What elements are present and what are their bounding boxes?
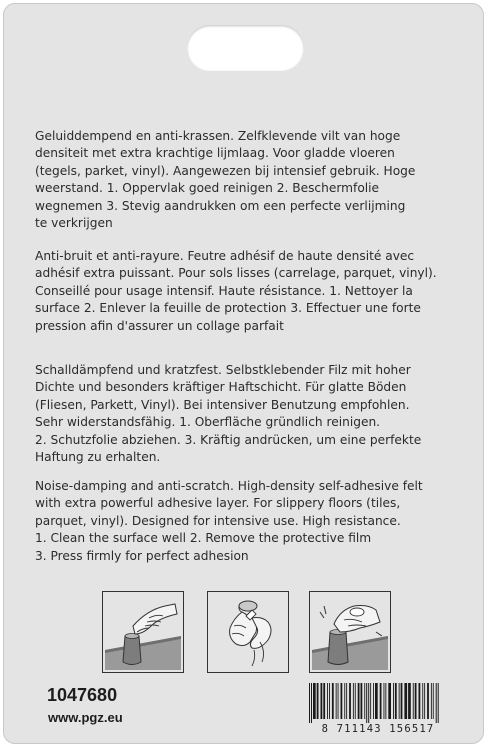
hang-hole (187, 25, 304, 71)
line: Haftung zu erhalten. (35, 450, 161, 465)
barcode-bar (438, 683, 439, 723)
barcode-bar (321, 683, 323, 719)
line: 3. Press firmly for perfect adhesion (35, 548, 249, 563)
barcode-bar (399, 683, 400, 719)
line: with extra powerful adhesive layer. For slippery floors (tiles, (35, 496, 401, 511)
barcode-bar (408, 683, 411, 719)
line: adhésif extra puissant. Pour sols lisses (carrelage, parquet, vinyl). (35, 266, 437, 281)
barcode-bar (415, 683, 417, 719)
line: Noise-damping and anti-scratch. High-density self-adhesive felt (35, 479, 423, 493)
barcode-bar (401, 683, 403, 719)
barcode-bar (353, 683, 354, 719)
line: te verkrijgen (35, 216, 113, 231)
peel-film-icon (207, 591, 289, 673)
barcode-bar (427, 683, 429, 719)
text-english (35, 478, 450, 565)
line: surface 2. Enlever la feuille de protection 3. Effectuer une forte (35, 301, 421, 316)
barcode-bar (431, 683, 432, 719)
website-link[interactable]: www.pgz.eu (48, 710, 123, 725)
barcode-bar (395, 683, 397, 719)
line: parquet, vinyl). Designed for intensive use. High resistance. (35, 513, 401, 528)
line: Conseillé pour usage intensif. Haute résistance. 1. Nettoyer la (35, 283, 413, 298)
packaging-card (3, 3, 484, 744)
text-dutch (35, 128, 450, 232)
barcode-bar (436, 683, 437, 723)
press-firmly-icon (309, 591, 391, 673)
barcode-bar (317, 683, 319, 719)
line: Schalldämpfend und kratzfest. Selbstklebender Filz mit hoher (35, 363, 411, 377)
barcode-bar (393, 683, 394, 719)
line: wegnemen 3. Stevig aandrukken om een perfecte verlijming (35, 198, 406, 213)
barcode-bar (424, 683, 425, 719)
barcode-bar (385, 683, 386, 719)
line: (tegels, parket, vinyl). Aangewezen bij intensief gebruik. Hoge (35, 163, 416, 178)
barcode-bar (433, 683, 434, 719)
barcode-bar (419, 683, 421, 719)
barcode-bar (358, 683, 360, 719)
barcode-bar (336, 683, 337, 719)
barcode-bar (368, 683, 369, 723)
barcode-bar (364, 683, 365, 719)
barcode-bar (404, 683, 407, 719)
line: Anti-bruit et anti-rayure. Feutre adhésif de haute densité avec (35, 249, 415, 263)
barcode-bar (344, 683, 345, 719)
barcode-bar (309, 683, 310, 723)
barcode-bars (303, 683, 453, 723)
line: 2. Schutzfolie abziehen. 3. Kräftig andrücken, um eine perfekte (35, 432, 422, 447)
barcode-bar (329, 683, 330, 719)
barcode-bar (375, 683, 378, 719)
barcode-bar (341, 683, 343, 719)
line: (Fliesen, Parkett, Vinyl). Bei intensiver Benutzung empfohlen. (35, 397, 410, 412)
barcode-bar (370, 683, 371, 719)
barcode-bar (422, 683, 423, 719)
text-french (35, 248, 450, 335)
barcode-digits: 8 711143 156517 (321, 723, 435, 735)
barcode-bar (346, 683, 347, 719)
line: weerstand. 1. Oppervlak goed reinigen 2. Beschermfolie (35, 181, 380, 196)
line: Sehr widerstandsfähig. 1. Oberfläche gründlich reinigen. (35, 415, 381, 430)
clean-surface-icon (102, 591, 184, 673)
barcode-bar (332, 683, 334, 719)
barcode-bar (349, 683, 351, 719)
text-german (35, 362, 450, 466)
barcode-bar (338, 683, 339, 719)
barcode-bar (313, 683, 316, 719)
barcode (303, 683, 453, 735)
line: pression afin d'assurer un collage parfait (35, 318, 284, 333)
barcode-bar (384, 683, 385, 719)
barcode-bar (366, 683, 367, 723)
line: densiteit met extra krachtige lijmlaag. Voor gladde vloeren (35, 146, 395, 161)
barcode-bar (355, 683, 356, 719)
barcode-bar (413, 683, 414, 719)
barcode-bar (380, 683, 382, 719)
article-number: 1047680 (47, 685, 118, 705)
barcode-bar (388, 683, 391, 719)
barcode-bar (311, 683, 312, 723)
barcode-bar (373, 683, 374, 719)
barcode-bar (361, 683, 363, 719)
line: Geluiddempend en anti-krassen. Zelfklevende vilt van hoge (35, 129, 401, 143)
barcode-bar (327, 683, 328, 719)
line: Dichte und besonders kräftiger Haftschicht. Für glatte Böden (35, 380, 407, 395)
line: 1. Clean the surface well 2. Remove the protective film (35, 531, 372, 546)
barcode-bar (323, 683, 325, 719)
